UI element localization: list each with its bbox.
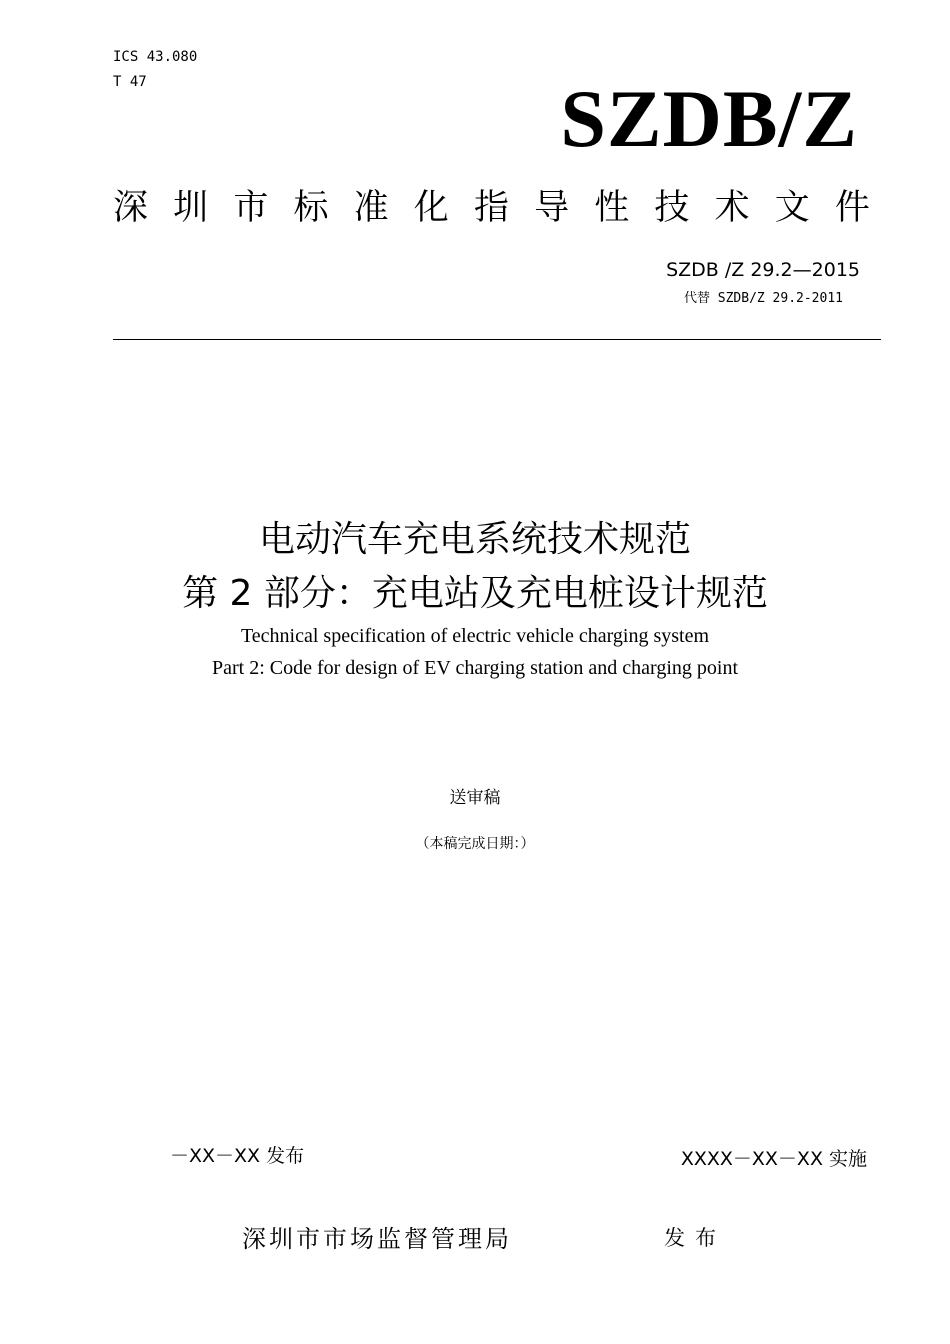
standard-number: SZDB /Z 29.2—2015	[666, 259, 860, 281]
document-type-char: 深	[113, 188, 149, 228]
title-zh-line2: 第 2 部分：充电站及充电桩设计规范	[182, 573, 768, 614]
issue-date: －XX－XX 发布	[170, 1145, 305, 1167]
document-type	[113, 186, 870, 230]
classification-code: T 47	[113, 74, 147, 90]
document-type-char: 准	[353, 188, 389, 228]
document-type-char: 性	[594, 188, 630, 228]
publish-label: 发布	[664, 1226, 726, 1250]
title-en-line1: Technical specification of electric vehicle charging system	[240, 625, 710, 647]
document-type-char: 市	[233, 188, 269, 228]
completion-date: （本稿完成日期：）	[415, 836, 535, 852]
document-type-char: 术	[714, 188, 750, 228]
document-type-char: 导	[534, 188, 570, 228]
header-divider	[113, 339, 881, 340]
document-type-char: 标	[293, 188, 329, 228]
draft-status: 送审稿	[449, 788, 501, 808]
ics-code: ICS 43.080	[113, 49, 198, 65]
document-type-char: 化	[413, 188, 449, 228]
title-en-line2: Part 2: Code for design of EV charging station and charging point	[211, 657, 739, 679]
document-type-char: 件	[834, 188, 870, 228]
title-zh-line1: 电动汽车充电系统技术规范	[258, 519, 691, 560]
replaces-standard: 代替 SZDB/Z 29.2-2011	[683, 291, 843, 306]
issuing-authority: 深圳市市场监督管理局	[242, 1225, 512, 1253]
document-type-char: 文	[774, 188, 810, 228]
document-type-char: 技	[654, 188, 690, 228]
standard-logo: SZDB/Z	[560, 73, 858, 164]
document-type-char: 指	[473, 188, 509, 228]
document-type-char: 圳	[173, 188, 209, 228]
implementation-date: XXXX－XX－XX 实施	[680, 1148, 867, 1170]
